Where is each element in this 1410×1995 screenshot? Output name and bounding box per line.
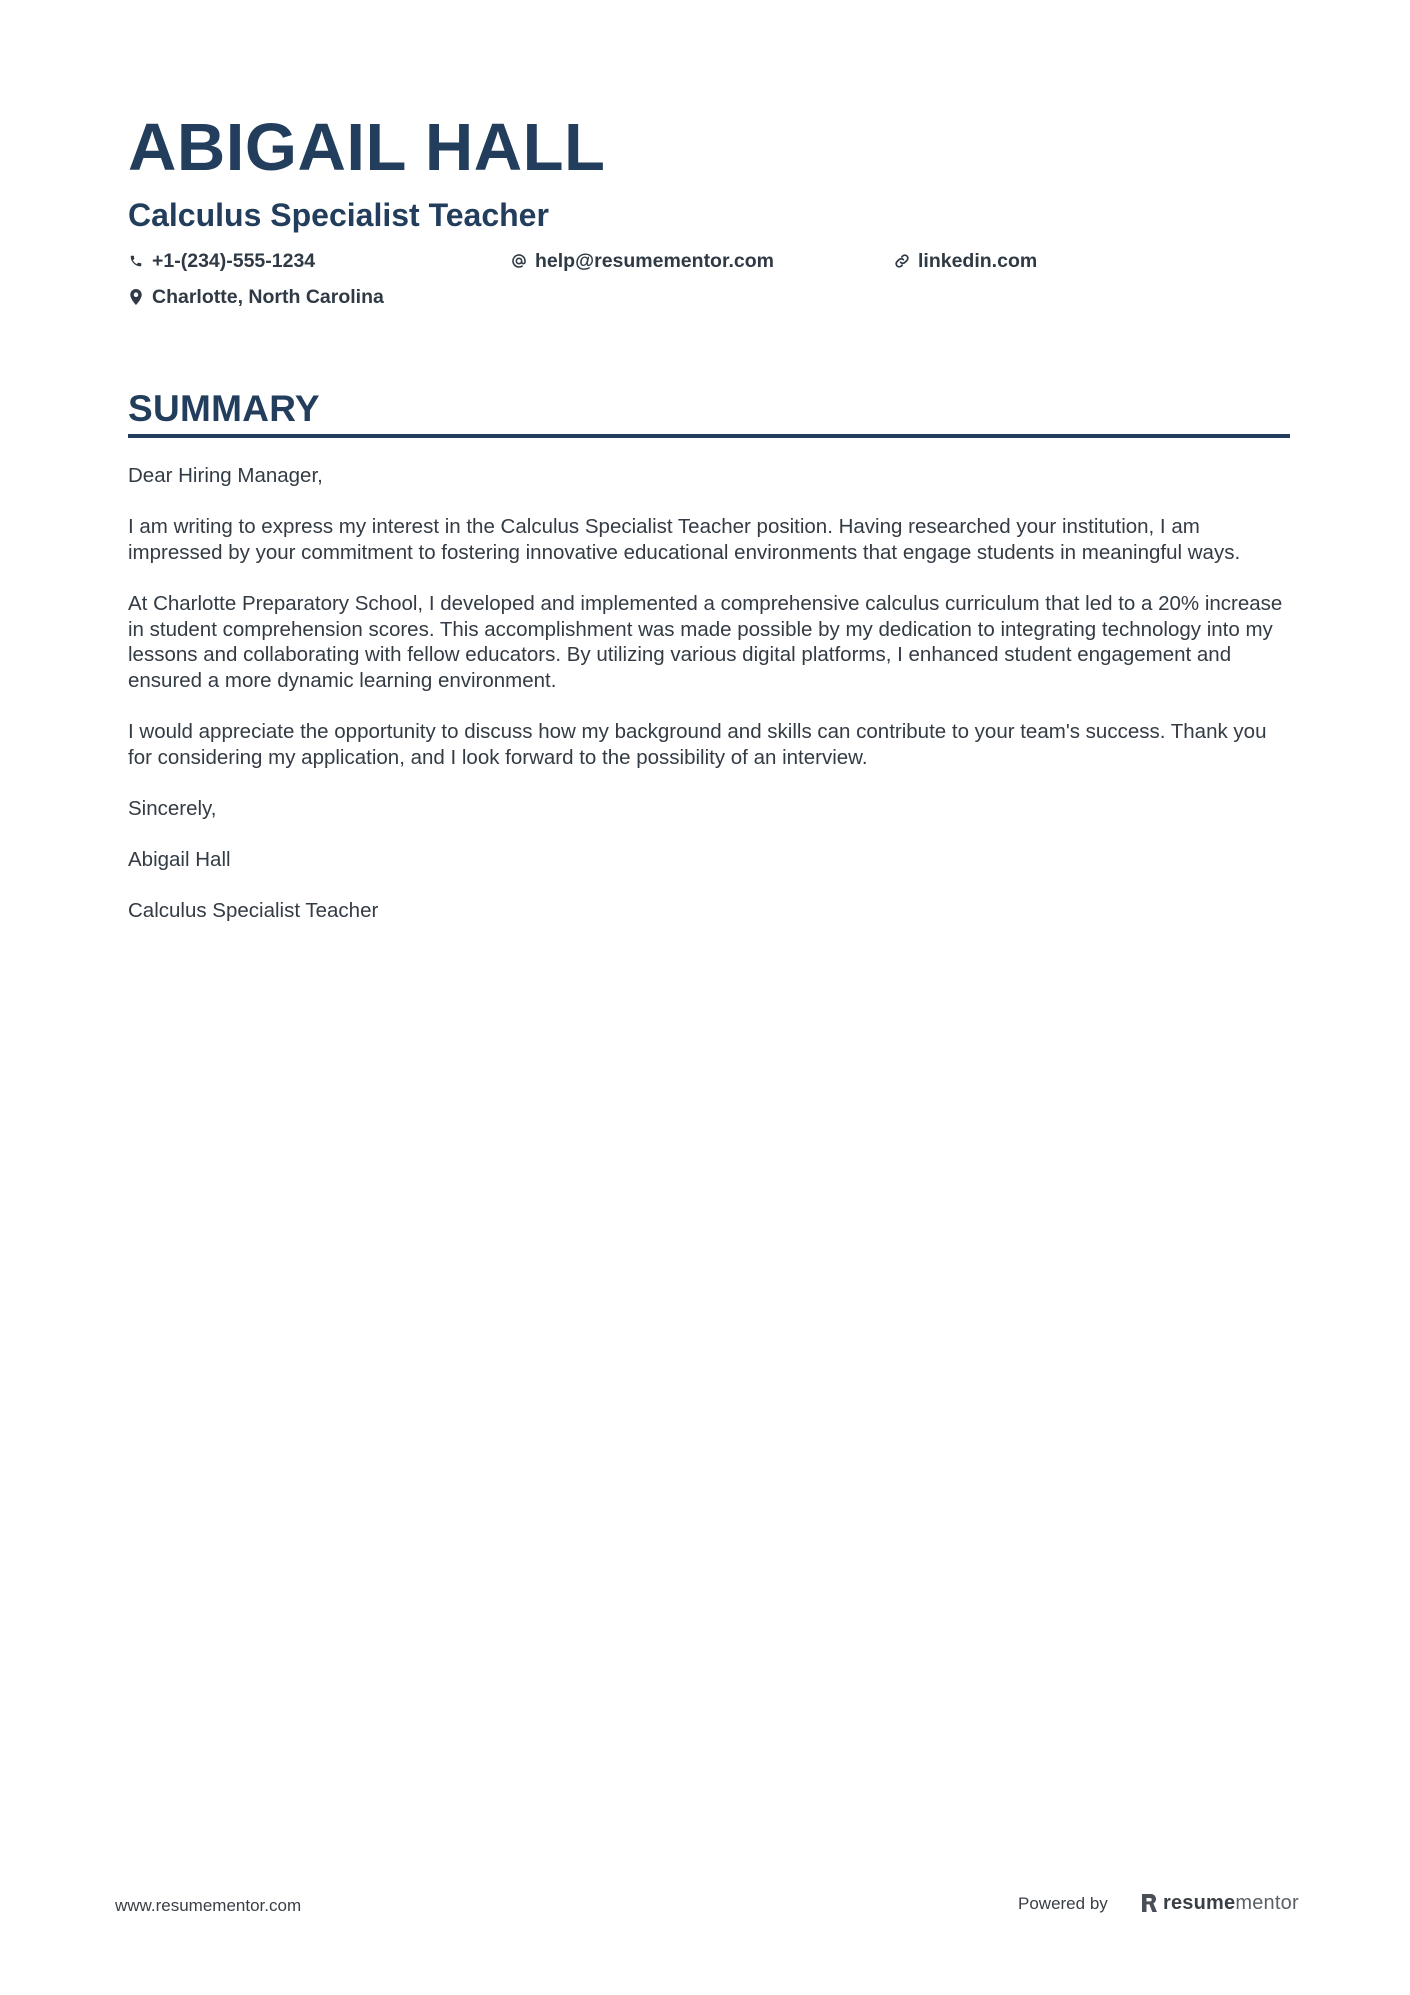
powered-by-label: Powered by (1018, 1894, 1108, 1913)
salutation: Dear Hiring Manager, (128, 464, 323, 487)
signature-title: Calculus Specialist Teacher (128, 899, 379, 923)
summary-section (128, 386, 1290, 949)
candidate-name: ABIGAIL HALL (128, 110, 606, 185)
resumementor-logo-icon (1140, 1892, 1158, 1914)
footer-url[interactable]: www.resumementor.com (115, 1896, 302, 1915)
header (128, 110, 1288, 322)
closing: Sincerely, (128, 796, 217, 820)
location-pin-icon (128, 289, 144, 305)
brand-name (1163, 1892, 1299, 1915)
letter-paragraph-3: I would appreciate the opportunity to discuss how my background and skills can contribute to your team's success. Thank you for considering my application, and I look forward to the possibility of an interview. (128, 719, 1267, 769)
at-icon (511, 253, 527, 269)
letter-paragraph-1: I am writing to express my interest in the Calculus Specialist Teacher position. Having researched your institution, I am impressed by your commitment to fostering innovative educational environments that engage students in meaningful ways. (128, 515, 1241, 564)
signature-name: Abigail Hall (128, 847, 231, 871)
link-icon (894, 253, 910, 269)
section-divider (128, 434, 1290, 438)
contact-phone[interactable] (128, 248, 315, 274)
brand-name-light: mentor (1235, 1891, 1299, 1914)
phone-text: +1-(234)-555-1234 (152, 249, 316, 272)
brand-logo[interactable] (1140, 1890, 1299, 1916)
letter-body (128, 463, 1290, 924)
location-text: Charlotte, North Carolina (152, 285, 384, 308)
phone-icon (128, 253, 144, 269)
candidate-title: Calculus Specialist Teacher (128, 197, 549, 233)
email-text: help@resumementor.com (535, 249, 774, 272)
footer (0, 1890, 1410, 1930)
contact-location (128, 284, 384, 310)
contact-email[interactable] (511, 248, 774, 274)
contact-info (128, 248, 1288, 322)
link-text: linkedin.com (918, 249, 1038, 272)
letter-paragraph-2: At Charlotte Preparatory School, I developed and implemented a comprehensive calculus curriculum that led to a 20% increase in student comprehension scores. This accomplishment was made possible by my dedication to integrating technology into my lessons and collaborating with fellow educators. By utilizing various digital platforms, I enhanced student engagement and ensured a more dynamic learning environment. (128, 591, 1283, 692)
section-heading-summary: SUMMARY (128, 388, 320, 429)
contact-link[interactable] (894, 248, 1037, 274)
brand-name-bold: resume (1163, 1891, 1236, 1914)
